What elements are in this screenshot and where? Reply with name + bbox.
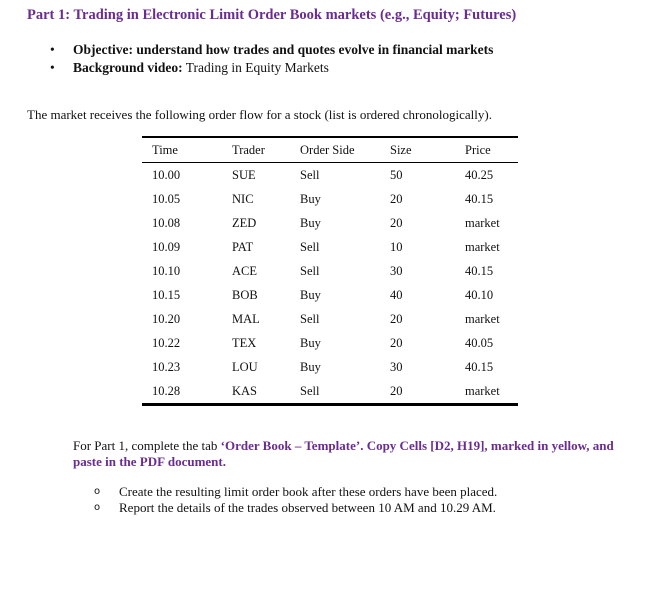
bullet-marker: • — [50, 42, 55, 57]
table-row — [142, 307, 518, 331]
cell-trader: ACE — [232, 263, 257, 278]
cell-size: 10 — [390, 239, 403, 254]
cell-size: 30 — [390, 263, 403, 278]
cell-price: market — [465, 383, 500, 398]
bullet-background-video — [47, 59, 493, 77]
table-row — [142, 259, 518, 283]
cell-size: 20 — [390, 191, 403, 206]
hollow-circle-bullet-icon: o — [94, 486, 101, 497]
bullet-marker: • — [50, 60, 55, 75]
cell-price: 40.15 — [465, 263, 494, 278]
order-flow-table — [142, 136, 518, 406]
cell-trader: NIC — [232, 191, 254, 206]
cell-order-side: Buy — [300, 359, 321, 374]
cell-trader: BOB — [232, 287, 258, 302]
cell-size: 20 — [390, 335, 403, 350]
hollow-circle-bullet-icon: o — [94, 502, 101, 513]
bullet-objective — [47, 41, 493, 59]
cell-time: 10.15 — [152, 287, 181, 302]
task-text: Create the resulting limit order book after these orders have been placed. — [119, 484, 498, 499]
table-row — [142, 163, 518, 188]
cell-trader: KAS — [232, 383, 258, 398]
table-body — [142, 163, 518, 405]
cell-price: 40.05 — [465, 335, 494, 350]
template-tab-name: ‘Order Book – Template’ — [220, 438, 361, 453]
objective-text: Objective: understand how trades and quotes evolve in financial markets — [73, 42, 494, 57]
cell-price: market — [465, 215, 500, 230]
cell-size: 30 — [390, 359, 403, 374]
table-row — [142, 355, 518, 379]
table-row — [142, 235, 518, 259]
instructions-paragraph — [73, 438, 629, 470]
cell-trader: PAT — [232, 239, 254, 254]
cell-time: 10.05 — [152, 191, 181, 206]
cell-time: 10.10 — [152, 263, 181, 278]
table-row — [142, 283, 518, 307]
background-video-label: Background video: — [73, 60, 183, 75]
instructions-suffix: . Copy Cells [D2, H19], marked in yellow, and paste in the PDF document. — [73, 438, 614, 469]
cell-time: 10.28 — [152, 383, 181, 398]
table-bottom-rule — [142, 405, 518, 407]
header-time: Time — [142, 138, 222, 163]
task-list — [94, 484, 497, 516]
cell-time: 10.00 — [152, 167, 181, 182]
section-heading: Part 1: Trading in Electronic Limit Order Book markets (e.g., Equity; Futures) — [27, 7, 517, 23]
cell-size: 20 — [390, 215, 403, 230]
cell-order-side: Buy — [300, 335, 321, 350]
cell-size: 40 — [390, 287, 403, 302]
cell-trader: LOU — [232, 359, 258, 374]
cell-order-side: Sell — [300, 311, 320, 326]
cell-time: 10.20 — [152, 311, 181, 326]
cell-time: 10.23 — [152, 359, 181, 374]
cell-trader: TEX — [232, 335, 257, 350]
table-row — [142, 187, 518, 211]
cell-size: 50 — [390, 167, 403, 182]
cell-trader: ZED — [232, 215, 257, 230]
cell-order-side: Sell — [300, 167, 320, 182]
background-video-title: Trading in Equity Markets — [182, 60, 329, 75]
table-row — [142, 331, 518, 355]
cell-order-side: Sell — [300, 239, 320, 254]
cell-order-side: Sell — [300, 383, 320, 398]
cell-order-side: Buy — [300, 287, 321, 302]
task-item-create-order-book — [94, 484, 497, 500]
cell-trader: MAL — [232, 311, 260, 326]
instructions-prefix: For Part 1, complete the tab — [73, 438, 221, 453]
cell-time: 10.09 — [152, 239, 181, 254]
task-text: Report the details of the trades observed between 10 AM and 10.29 AM. — [119, 500, 496, 515]
intro-paragraph: The market receives the following order flow for a stock (list is ordered chronologically). — [27, 107, 492, 122]
cell-price: market — [465, 239, 500, 254]
header-trader: Trader — [222, 138, 290, 163]
cell-price: 40.25 — [465, 167, 494, 182]
cell-price: 40.15 — [465, 359, 494, 374]
cell-order-side: Buy — [300, 191, 321, 206]
cell-time: 10.08 — [152, 215, 181, 230]
table-header-row — [142, 138, 518, 163]
cell-time: 10.22 — [152, 335, 181, 350]
task-item-report-trades — [94, 500, 497, 516]
cell-order-side: Sell — [300, 263, 320, 278]
table-row — [142, 379, 518, 405]
cell-price: 40.10 — [465, 287, 494, 302]
header-price: Price — [455, 138, 518, 163]
cell-size: 20 — [390, 383, 403, 398]
cell-price: market — [465, 311, 500, 326]
cell-price: 40.15 — [465, 191, 494, 206]
cell-trader: SUE — [232, 167, 256, 182]
table-row — [142, 211, 518, 235]
objective-bullet-list — [47, 41, 493, 77]
header-size: Size — [380, 138, 455, 163]
header-order-side: Order Side — [290, 138, 380, 163]
cell-order-side: Buy — [300, 215, 321, 230]
cell-size: 20 — [390, 311, 403, 326]
